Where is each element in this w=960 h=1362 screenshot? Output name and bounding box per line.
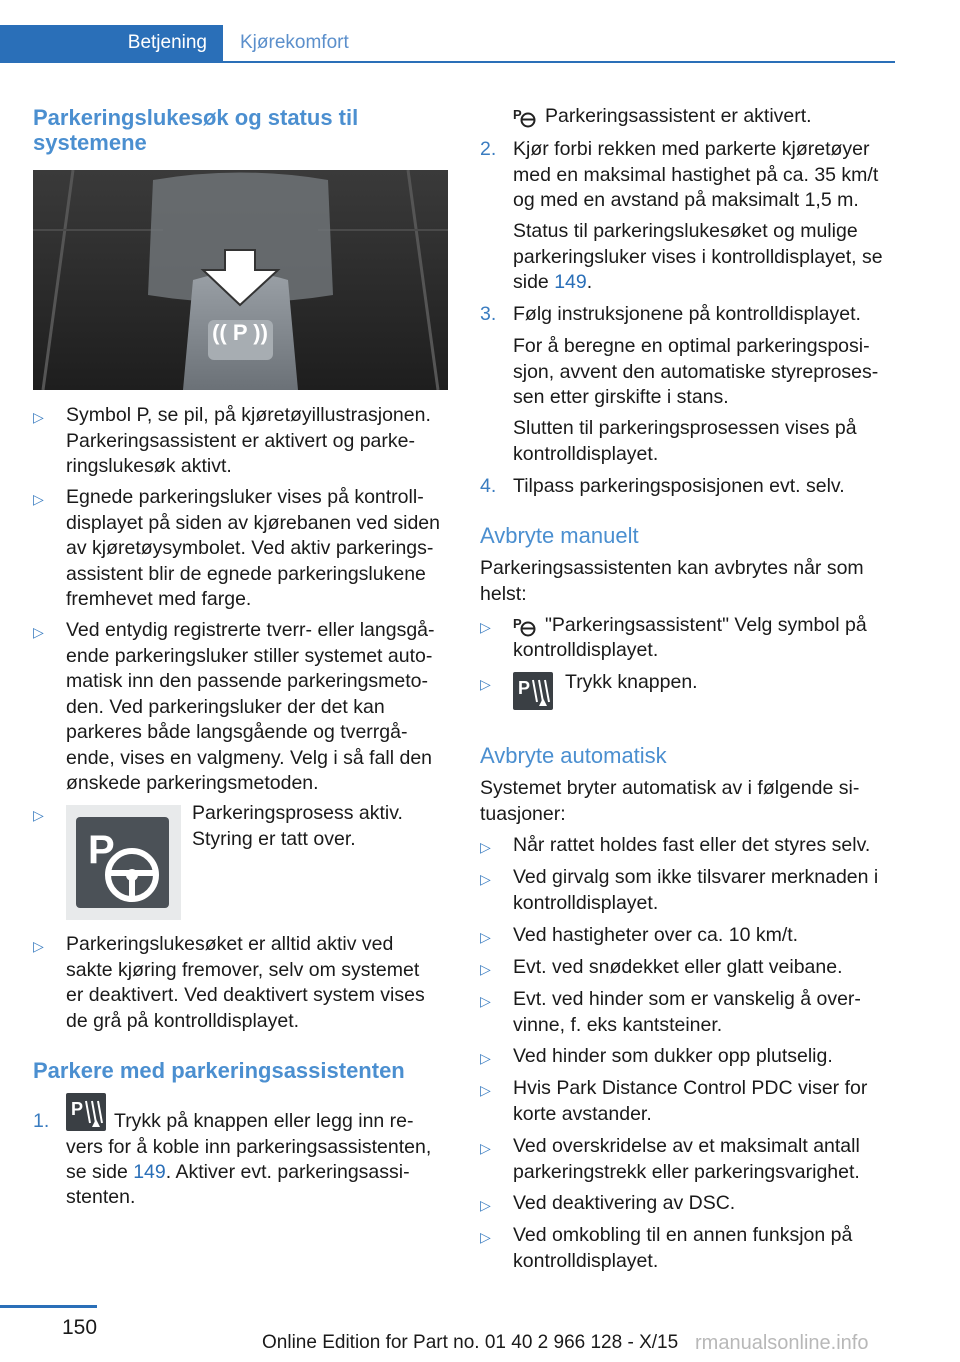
page-link[interactable]: 149 bbox=[133, 1161, 166, 1183]
car-parking-display-image bbox=[33, 170, 448, 390]
parking-steering-small-icon bbox=[513, 615, 537, 637]
list-item: Ved entydig registrerte tverr- eller langsgå- ende parkeringsluker stiller systemet auto- matisk inn den passende parkeringsmeto- den. Ved parkeringsluker der det kan parkeres både langsgående og tverrgå- ende, vises en valgmeny. Velg i så fall den ønskede parkeringsmetoden. bbox=[66, 619, 435, 794]
watermark: rmanualsonline.info bbox=[695, 1332, 869, 1354]
bullet-triangle-icon: ▷ bbox=[480, 961, 491, 977]
status-text: Parkeringsassistent er aktivert. bbox=[545, 105, 812, 127]
step-subtext: Status til parkeringslukesøket og mulige parkeringsluker vises i kontrolldisplayet, se side 149. bbox=[513, 220, 883, 293]
bullet-triangle-icon: ▷ bbox=[480, 676, 491, 692]
list-item: Ved deaktivering av DSC. bbox=[513, 1192, 736, 1214]
bullet-triangle-icon: ▷ bbox=[33, 624, 44, 640]
bullet-triangle-icon: ▷ bbox=[480, 993, 491, 1009]
step-number: 4. bbox=[480, 475, 497, 497]
step-text: Tilpass parkeringsposisjonen evt. selv. bbox=[513, 475, 845, 497]
parking-illustration bbox=[33, 170, 448, 390]
list-item: Egnede parkeringsluker vises på kontroll- displayet på siden av kjørebanen ved siden av kjøretøysymbolet. Ved aktiv parkerings- assistent blir de egnede parkeringslukene fremhevet med farge. bbox=[66, 486, 440, 610]
list-item: Ved hinder som dukker opp plutselig. bbox=[513, 1045, 833, 1067]
list-item: Trykk knappen. bbox=[565, 671, 698, 693]
bullet-triangle-icon: ▷ bbox=[480, 1229, 491, 1245]
bullet-triangle-icon: ▷ bbox=[480, 1082, 491, 1098]
list-item: Symbol P, se pil, på kjøretøyillustrasjonen. Parkeringsassistent er aktivert og parke- ringslukesøk aktivt. bbox=[66, 404, 431, 477]
bullet-triangle-icon: ▷ bbox=[33, 409, 44, 425]
svg-text:P: P bbox=[88, 828, 115, 872]
list-item: Når rattet holdes fast eller det styres selv. bbox=[513, 834, 871, 856]
step-text: se side 149. Aktiver evt. parkeringsassi- bbox=[66, 1161, 410, 1183]
header-tabs bbox=[0, 25, 895, 63]
section-heading-auto: Avbryte automatisk bbox=[480, 743, 667, 768]
bullet-triangle-icon: ▷ bbox=[480, 929, 491, 945]
bullet-triangle-icon: ▷ bbox=[480, 1140, 491, 1156]
step-number: 1. bbox=[33, 1110, 50, 1132]
list-item: "Parkeringsassistent" Velg symbol på bbox=[545, 614, 867, 636]
section-heading-manual: Avbryte manuelt bbox=[480, 523, 639, 548]
step-number: 2. bbox=[480, 138, 497, 160]
bullet-triangle-icon: ▷ bbox=[480, 1197, 491, 1213]
step-text: stenten. bbox=[66, 1186, 136, 1208]
parking-assistant-button-icon bbox=[66, 1093, 106, 1131]
svg-text:P: P bbox=[513, 616, 522, 631]
footer-rule bbox=[0, 1305, 97, 1308]
tab-betjening[interactable]: Betjening bbox=[0, 25, 223, 61]
bullet-triangle-icon: ▷ bbox=[33, 491, 44, 507]
bullet-triangle-icon: ▷ bbox=[33, 807, 44, 823]
step-text: Kjør forbi rekken med parkerte kjøretøyer med en maksimal hastighet på ca. 35 km/t og med en avstand på maksimalt 1,5 m. bbox=[513, 138, 879, 211]
bullet-triangle-icon: ▷ bbox=[480, 871, 491, 887]
bullet-triangle-icon: ▷ bbox=[480, 839, 491, 855]
svg-text:P: P bbox=[513, 107, 522, 122]
list-item: Evt. ved hinder som er vanskelig å over- vinne, f. eks kantsteiner. bbox=[513, 988, 861, 1036]
parking-steering-icon bbox=[66, 805, 181, 920]
list-item: Evt. ved snødekket eller glatt veibane. bbox=[513, 956, 843, 978]
step-text: vers for å koble inn parkeringsassistenten, bbox=[66, 1136, 432, 1158]
list-item: Hvis Park Distance Control PDC viser for korte avstander. bbox=[513, 1077, 868, 1125]
list-item: Ved girvalg som ikke tilsvarer merknaden i kontrolldisplayet. bbox=[513, 866, 879, 914]
paragraph: Systemet bryter automatisk av i følgende si- tuasjoner: bbox=[480, 777, 860, 825]
svg-text:(( P )): (( P )) bbox=[212, 320, 268, 345]
list-item: Ved omkobling til en annen funksjon på kontrolldisplayet. bbox=[513, 1224, 853, 1272]
page-number: 150 bbox=[62, 1316, 98, 1339]
parking-steering-small-icon bbox=[513, 106, 537, 128]
list-item: Ved overskridelse av et maksimalt antall parkeringstrekk eller parkeringsvarighet. bbox=[513, 1135, 860, 1183]
step-text: Følg instruksjonene på kontrolldisplayet. bbox=[513, 303, 861, 325]
svg-text:P: P bbox=[518, 678, 531, 698]
list-item: Parkeringslukesøket er alltid aktiv ved sakte kjøring fremover, selv om systemet er deaktivert. Ved deaktivert system vises de grå på kontrolldisplayet. bbox=[66, 933, 425, 1032]
paragraph: Parkeringsassistenten kan avbrytes når som helst: bbox=[480, 557, 864, 605]
step-text: Trykk på knappen eller legg inn re- bbox=[114, 1110, 414, 1132]
list-item: Parkeringsprosess aktiv. Styring er tatt over. bbox=[192, 802, 403, 850]
section-heading-park: Parkere med parkeringsassistenten bbox=[33, 1058, 405, 1083]
page-link[interactable]: 149 bbox=[554, 271, 587, 293]
tab-kjorekomfort[interactable]: Kjørekomfort bbox=[240, 32, 349, 53]
parking-assistant-button-icon bbox=[513, 672, 553, 710]
bullet-triangle-icon: ▷ bbox=[33, 938, 44, 954]
bullet-triangle-icon: ▷ bbox=[480, 1050, 491, 1066]
list-item: Ved hastigheter over ca. 10 km/t. bbox=[513, 924, 799, 946]
bullet-triangle-icon: ▷ bbox=[480, 619, 491, 635]
section-heading-search: Parkeringslukesøk og status til systemene bbox=[33, 105, 359, 155]
step-subtext: For å beregne en optimal parkeringsposi- sjon, avvent den automatiske styreproses- sen etter girskifte i stans. bbox=[513, 335, 879, 408]
list-item: kontrolldisplayet. bbox=[513, 639, 659, 661]
svg-text:P: P bbox=[71, 1099, 84, 1119]
edition-text: Online Edition for Part no. 01 40 2 966 128 - X/15 bbox=[262, 1332, 679, 1353]
step-number: 3. bbox=[480, 303, 497, 325]
step-subtext: Slutten til parkeringsprosessen vises på kontrolldisplayet. bbox=[513, 417, 857, 465]
